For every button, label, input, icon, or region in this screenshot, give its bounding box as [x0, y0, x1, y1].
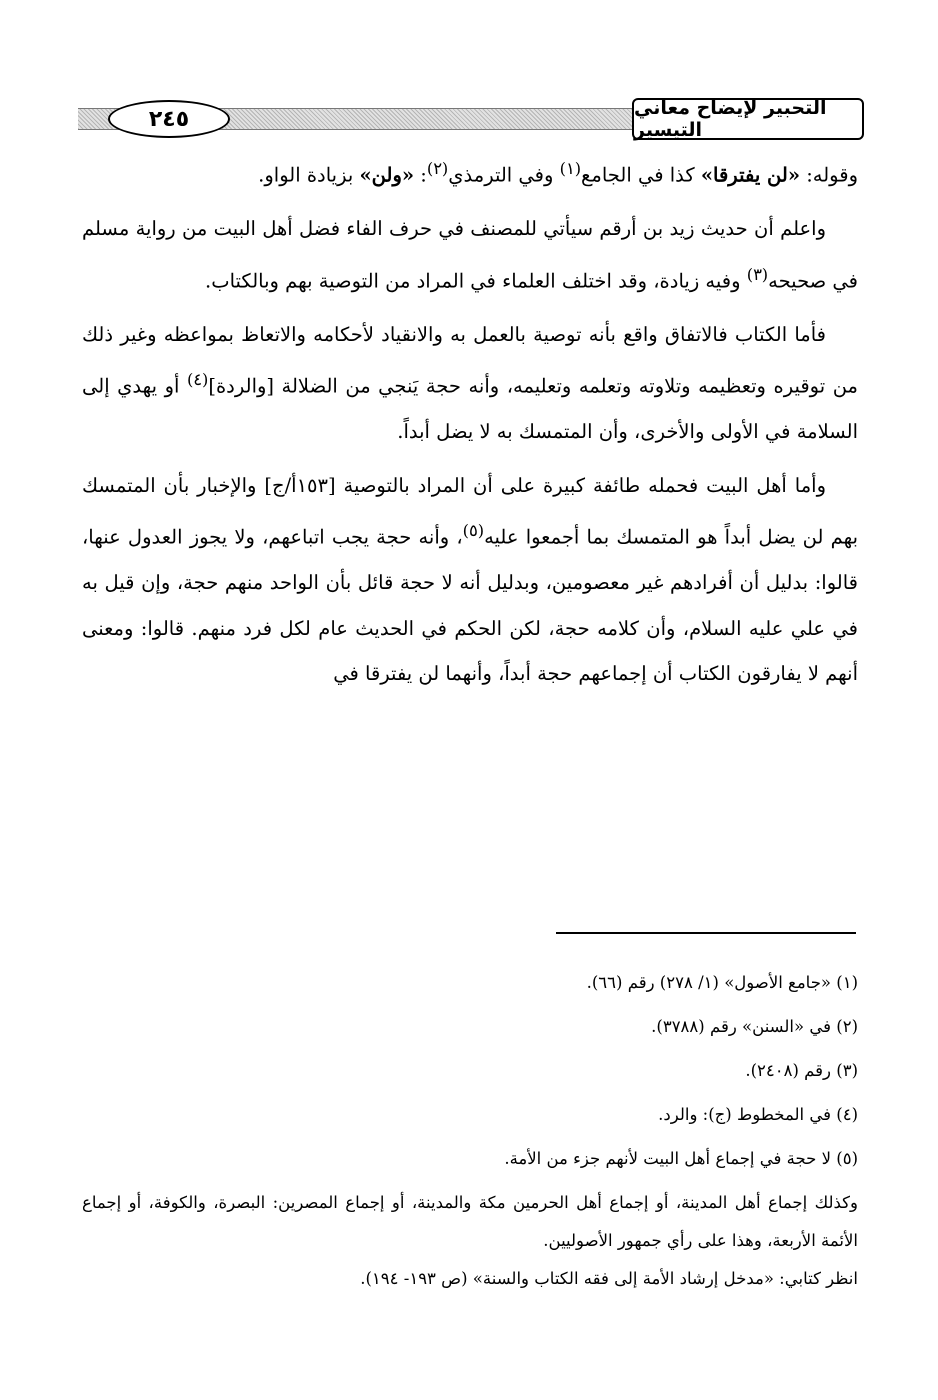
- running-header: [78, 97, 864, 141]
- text-run: وفي الترمذي: [448, 163, 560, 187]
- text-run: ، وأنه حجة يجب اتباعهم، ولا يجوز العدول عنها، قالوا: بدليل أن أفرادهم غير معصومين، وبدليل أنه لا حجة قائل بأن الواحد منهم حجة، وإن قيل به في علي عليه السلام، وأن كلامه حجة، لكن الحكم في الحديث عام لكل فرد منهم. قالوا: ومعنى أنهم لا يفارقون الكتاب أن إجماعهم حجة أبداً، وأنهما لن يفترقا في: [82, 525, 858, 685]
- paragraph-4: [82, 463, 858, 697]
- footnote-5-continuation: وكذلك إجماع أهل المدينة، أو إجماع أهل الحرمين مكة والمدينة، أو إجماع المصرين: البصرة، والكوفة، أو إجماع الأئمة الأربعة، وهذا على رأي جمهور الأصوليين.: [82, 1193, 858, 1250]
- paragraph-1: [82, 146, 858, 198]
- footnote-2: (٢) في «السنن» رقم (٣٧٨٨).: [651, 1017, 858, 1036]
- paragraph-3: [82, 312, 858, 455]
- text-run: فأما الكتاب فالاتفاق واقع بأنه توصية بالعمل به والانقياد لأحكامه والاتعاظ بمواعظه وغير ذلك من توقيره وتعظيمه وتلاوته وتعلمه وتعليمه، وأنه حجة يَنجي من الضلالة [والردة]: [82, 322, 858, 398]
- page-number: ٢٤٥: [108, 100, 230, 138]
- footnote-ref-5[interactable]: (٥): [462, 521, 485, 540]
- footnote-ref-3[interactable]: (٣): [746, 264, 769, 284]
- text-run: كذا في الجامع: [581, 163, 701, 187]
- footnote-4: (٤) في المخطوط (ج): والرد.: [658, 1105, 858, 1124]
- footnote-ref-4[interactable]: (٤): [186, 370, 209, 389]
- main-text: [82, 146, 858, 705]
- text-run: وفيه زيادة، وقد اختلف العلماء في المراد من التوصية بهم وبالكتاب.: [205, 269, 747, 292]
- footnote-separator: [556, 932, 856, 934]
- text-run: وأما أهل البيت فحمله طائفة كبيرة على أن المراد بالتوصية [١٥٣أ/ج] والإخبار بأن المتمسك بهم لن يضل أبداً هو المتمسك بما أجمعوا عليه: [82, 473, 858, 549]
- footnote-3: (٣) رقم (٢٤٠٨).: [745, 1061, 858, 1080]
- text-run: أو يهدي إلى السلامة في الأولى والأخرى، وأن المتمسك به لا يضل أبداً.: [82, 374, 858, 443]
- footnote-1: (١) «جامع الأصول» (١/ ٢٧٨) رقم (٦٦).: [586, 973, 858, 992]
- footnote-5-reference: انظر كتابي: «مدخل إرشاد الأمة إلى فقه الكتاب والسنة» (ص ١٩٣- ١٩٤).: [360, 1269, 858, 1288]
- footnote-5: (٥) لا حجة في إجماع أهل البيت لأنهم جزء من الأمة.: [504, 1149, 858, 1168]
- footnotes: [82, 964, 858, 1304]
- paragraph-2: [82, 206, 858, 304]
- text-run: :: [414, 163, 427, 187]
- quote-lan-yaftariqa: «لن يفترقا»: [700, 163, 801, 187]
- footnote-ref-2[interactable]: (٢): [426, 159, 449, 178]
- book-title: التحبير لإيضاح معاني التيسير: [632, 98, 864, 140]
- footnote-ref-1[interactable]: (١): [559, 159, 582, 178]
- text-run: وقوله:: [800, 163, 858, 187]
- text-run: بزيادة الواو.: [258, 163, 360, 187]
- quote-wa-lan: «ولن»: [359, 163, 415, 187]
- text-run: واعلم أن حديث زيد بن أرقم سيأتي للمصنف في حرف الفاء فضل أهل البيت من رواية مسلم في صحيحه: [82, 217, 858, 292]
